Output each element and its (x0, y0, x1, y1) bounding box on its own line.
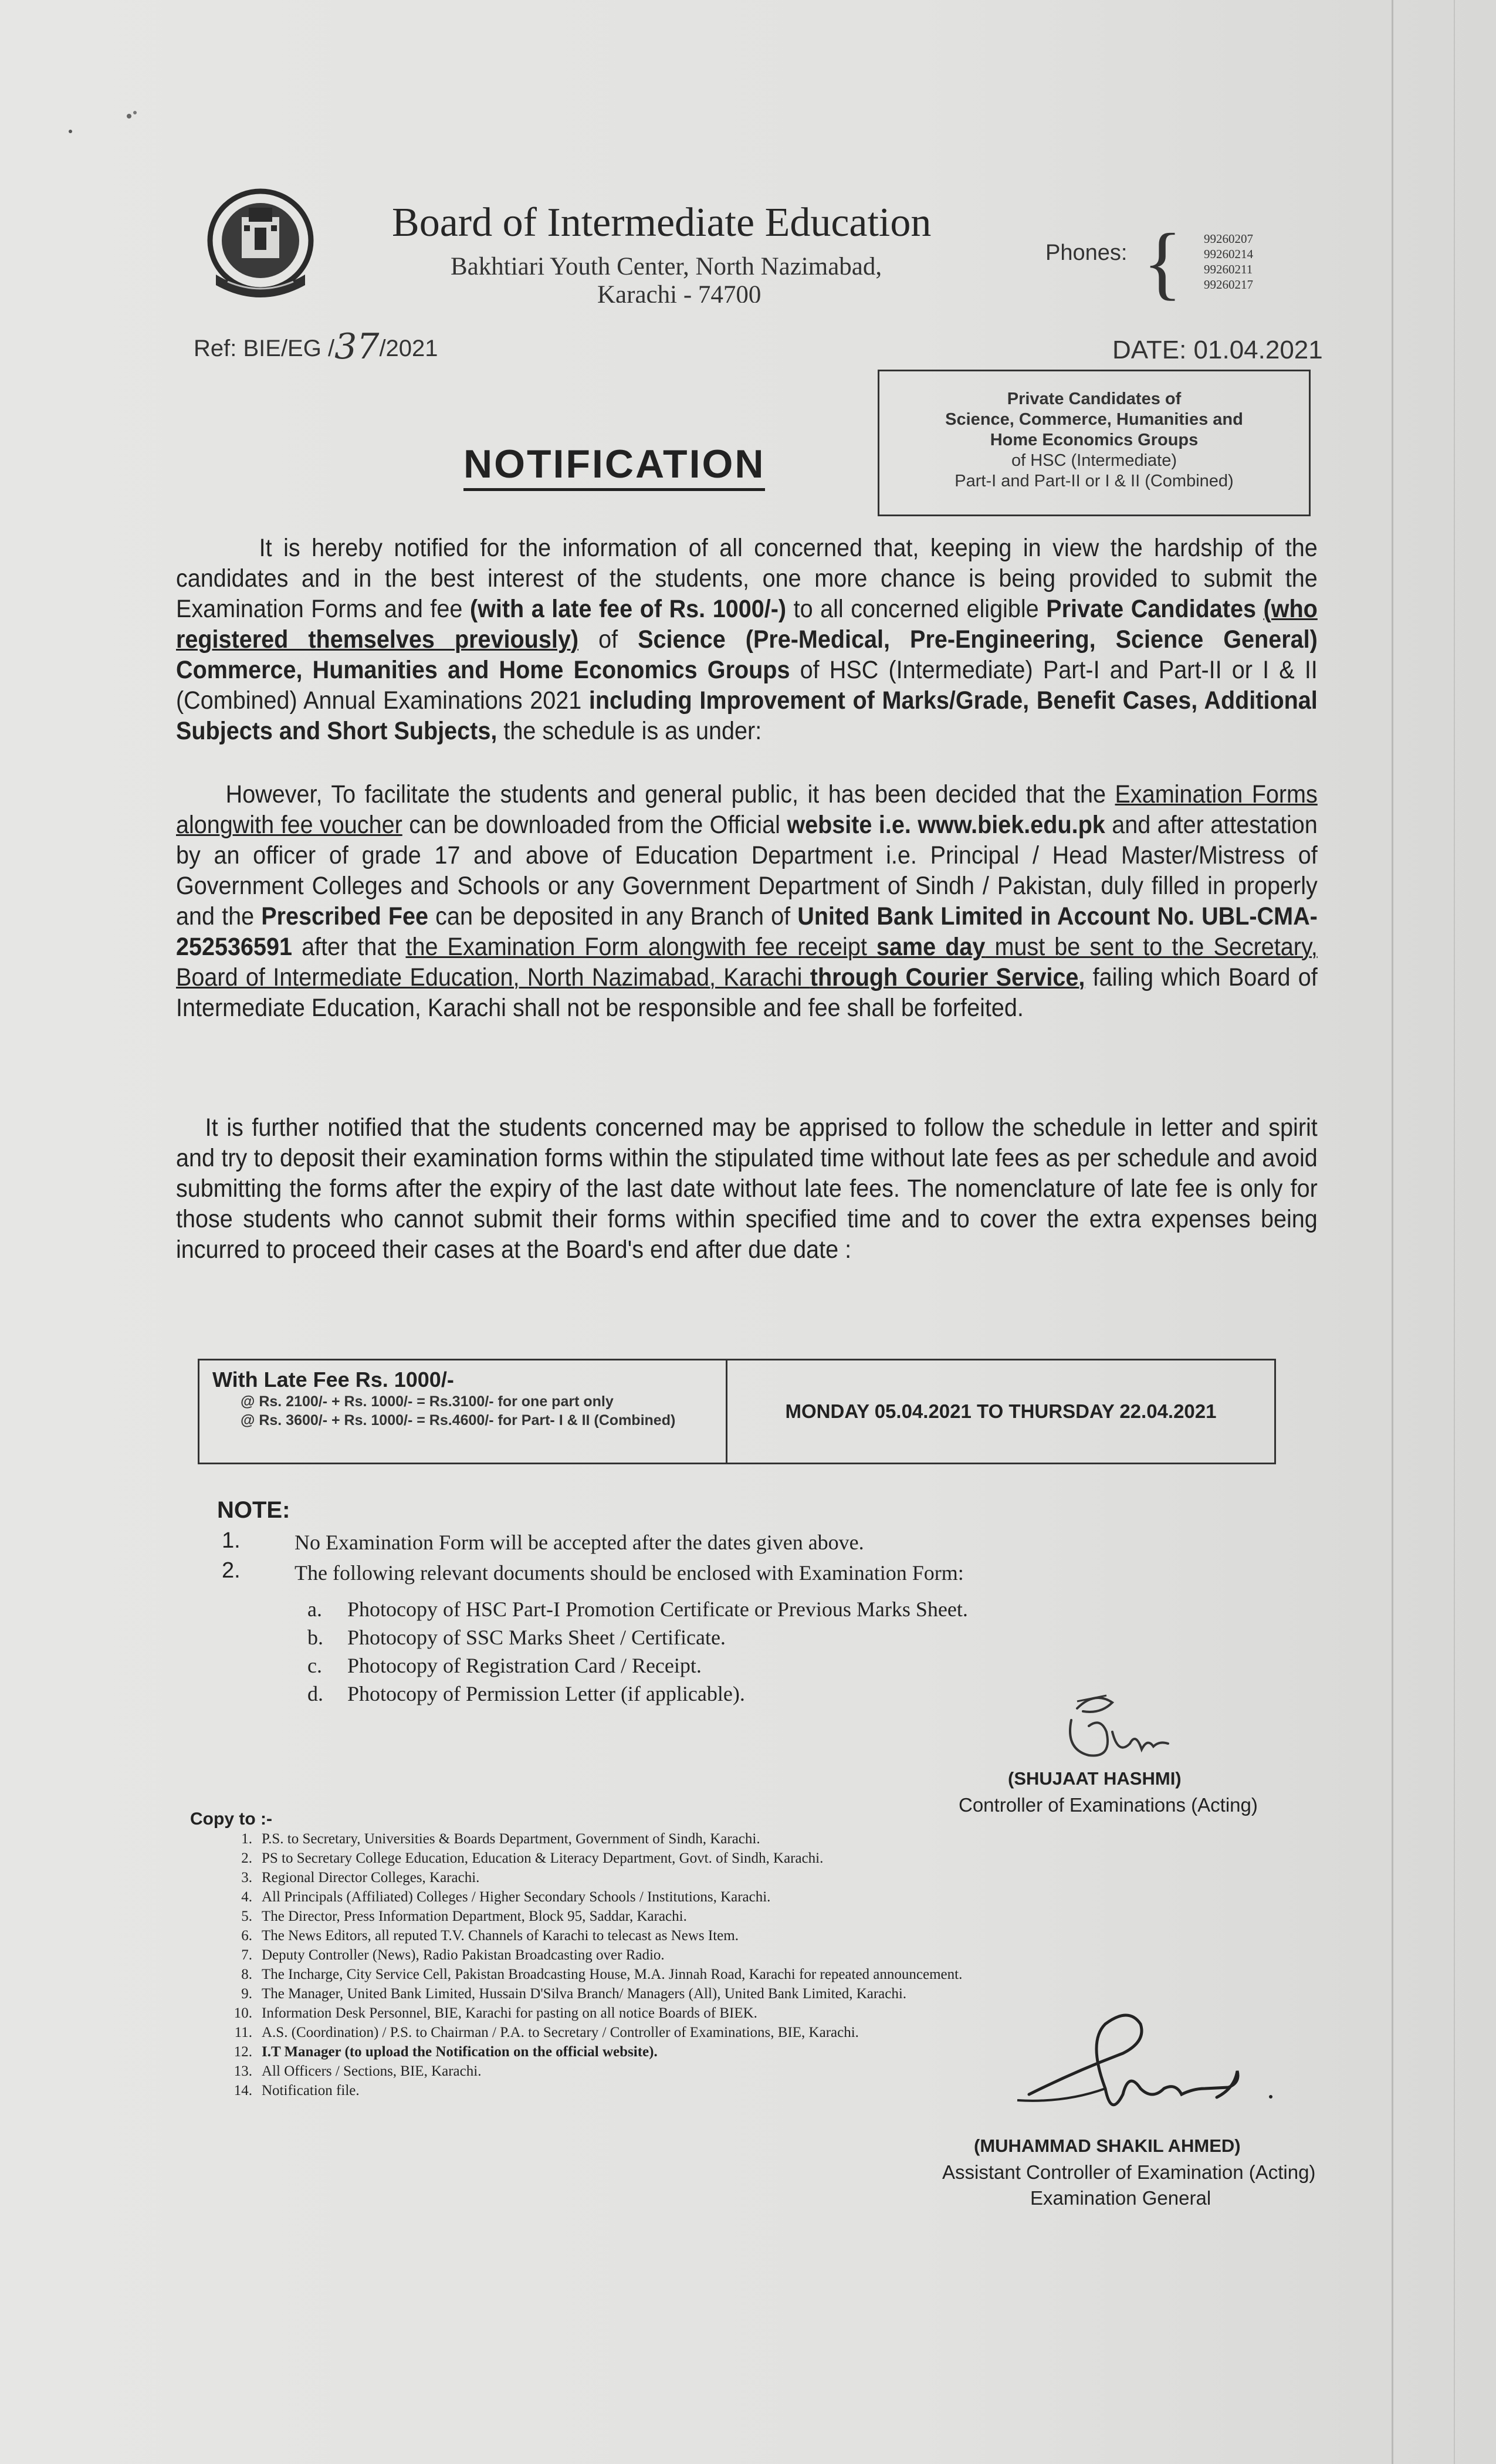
candidate-groups-box (878, 370, 1311, 516)
signatory-1-title: Controller of Examinations (Acting) (959, 1794, 1258, 1816)
scan-edge-line (1392, 0, 1393, 2464)
copy-to-item: 2. PS to Secretary College Education, Education & Literacy Department, Govt. of Sindh, Karachi. (241, 1850, 824, 1866)
note-sub-number: d. (307, 1682, 323, 1705)
board-title: Board of Intermediate Education (392, 200, 932, 245)
note-sub-text: Photocopy of Permission Letter (if applicable). (347, 1682, 745, 1705)
copy-to-heading: Copy to :- (190, 1809, 272, 1829)
copy-to-item: 4. All Principals (Affiliated) Colleges / Higher Secondary Schools / Institutions, Karachi. (241, 1889, 771, 1905)
copy-to-item: 5. The Director, Press Information Department, Block 95, Saddar, Karachi. (241, 1908, 687, 1924)
signatory-2-name: (MUHAMMAD SHAKIL AHMED) (974, 2135, 1241, 2156)
ref-prefix: Ref: BIE/EG / (194, 336, 335, 361)
phone-number: 99260207 (1204, 232, 1253, 246)
note-text: The following relevant documents should be enclosed with Examination Form: (295, 1561, 964, 1585)
notification-date: DATE: 01.04.2021 (1112, 336, 1323, 364)
note-sub-text: Photocopy of Registration Card / Receipt. (347, 1654, 702, 1677)
phone-number: 99260214 (1204, 247, 1253, 261)
board-address-line1: Bakhtiari Youth Center, North Nazimabad, (451, 253, 882, 280)
note-heading: NOTE: (217, 1497, 290, 1523)
note-text: No Examination Form will be accepted after the dates given above. (295, 1531, 864, 1554)
copy-to-item: 3. Regional Director Colleges, Karachi. (241, 1870, 480, 1886)
signatory-2-title: Assistant Controller of Examination (Acting) (942, 2161, 1316, 2183)
groups-line: of HSC (Intermediate) (1011, 451, 1177, 470)
note-number: 2. (222, 1558, 241, 1583)
phones-label: Phones: (1045, 241, 1128, 265)
copy-to-item: 8. The Incharge, City Service Cell, Pakistan Broadcasting House, M.A. Jinnah Road, Karachi for repeated announcement. (241, 1967, 963, 1982)
signature-assistant-controller (1006, 2001, 1281, 2130)
copy-to-list (224, 1829, 962, 2100)
phone-number: 99260217 (1204, 277, 1253, 292)
schedule-fee-heading: With Late Fee Rs. 1000/- (212, 1368, 454, 1392)
note-sub-text: Photocopy of SSC Marks Sheet / Certificate. (347, 1626, 726, 1649)
ref-suffix: /2021 (379, 336, 438, 361)
scan-specks (59, 106, 176, 141)
note-sub-number: b. (307, 1626, 323, 1649)
note-sub-number: c. (307, 1654, 322, 1677)
copy-to-item: 13. All Officers / Sections, BIE, Karachi. (233, 2063, 482, 2079)
schedule-fee-cell (199, 1360, 727, 1463)
reference-number (194, 324, 438, 365)
note-sub-text: Photocopy of HSC Part-I Promotion Certificate or Previous Marks Sheet. (347, 1597, 968, 1621)
scan-edge-line (1454, 0, 1455, 2464)
copy-to-item: 10. Information Desk Personnel, BIE, Karachi for pasting on all notice Boards of BIEK. (233, 2005, 757, 2021)
copy-to-item: 7. Deputy Controller (News), Radio Pakistan Broadcasting over Radio. (241, 1947, 665, 1963)
copy-to-item: 14. Notification file. (233, 2083, 360, 2099)
note-sub-number: a. (307, 1597, 322, 1621)
paragraph-1: It is hereby notified for the information of all concerned that, keeping in view the hardship of the candidates and in the best interest of the students, one more chance is being provided to submit the Examination Forms and fee (with a late fee of Rs. 1000/-) to all concerned eligible Private Candidates (who registered themselves previously) of Science (Pre-Medical, Pre-Engineering, Science General) Commerce, Humanities and Home Economics Groups of HSC (Intermediate) Part-I and Part-II or I & II (Combined) Annual Examinations 2021 including Improvement of Marks/Grade, Benefit Cases, Additional Subjects and Short Subjects, the schedule is as under: (176, 534, 1318, 745)
phones-list (1204, 231, 1253, 292)
ref-handwritten-number: 37 (334, 326, 380, 367)
note-number: 1. (222, 1528, 241, 1553)
groups-line: Science, Commerce, Humanities and (945, 410, 1243, 429)
signatory-1-name: (SHUJAAT HASHMI) (1008, 1768, 1182, 1789)
signatory-2-department: Examination General (1030, 2187, 1211, 2209)
schedule-fee-line: @ Rs. 3600/- + Rs. 1000/- = Rs.4600/- for Part- I & II (Combined) (241, 1412, 676, 1429)
notification-heading: NOTIFICATION (463, 441, 765, 491)
copy-to-item: 6. The News Editors, all reputed T.V. Channels of Karachi to telecast as News Item. (241, 1928, 739, 1944)
copy-to-item: 1. P.S. to Secretary, Universities & Boards Department, Government of Sindh, Karachi. (241, 1831, 760, 1847)
copy-to-item: 11. A.S. (Coordination) / P.S. to Chairman / P.A. to Secretary / Controller of Examinations, BIE, Karachi. (234, 2025, 859, 2040)
groups-line: Home Economics Groups (990, 431, 1199, 449)
phones-brace: { (1143, 217, 1183, 308)
board-crest-logo (204, 187, 317, 303)
phone-number: 99260211 (1204, 262, 1253, 276)
schedule-fee-line: @ Rs. 2100/- + Rs. 1000/- = Rs.3100/- for one part only (241, 1393, 614, 1410)
board-address-line2: Karachi - 74700 (597, 281, 761, 303)
paragraph-2: However, To facilitate the students and general public, it has been decided that the Examination Forms alongwith fee voucher can be downloaded from the Official website i.e. www.biek.edu.pk and after attestation by an officer of grade 17 and above of Education Department i.e. Principal / Head Master/Mistress of Government Colleges and Schools or any Government Department of Sindh / Pakistan, duly filled in properly and the Prescribed Fee can be deposited in any Branch of United Bank Limited in Account No. UBL-CMA-252536591 after that the Examination Form alongwith fee receipt same day must be sent to the Secretary, Board of Intermediate Education, North Nazimabad, Karachi through Courier Service, failing which Board of Intermediate Education, Karachi shall not be responsible and fee shall be forfeited. (176, 780, 1318, 1022)
copy-to-item: 9. The Manager, United Bank Limited, Hussain D'Silva Branch/ Managers (All), United Bank Limited, Karachi. (241, 1986, 907, 2002)
paragraph-3: It is further notified that the students concerned may be apprised to follow the schedule in letter and spirit and try to deposit their examination forms within the stipulated time without late fees as per schedule and avoid submitting the forms after the expiry of the last date without late fees. The nomenclature of late fee is only for those students who cannot submit their forms within specified time and to cover the extra expenses being incurred to proceed their cases at the Board's end after due date : (176, 1113, 1318, 1264)
signature-controller (1042, 1685, 1183, 1773)
groups-line: Private Candidates of (1007, 390, 1182, 408)
schedule-dates-cell: MONDAY 05.04.2021 TO THURSDAY 22.04.2021 (785, 1400, 1217, 1422)
schedule-table (198, 1359, 1276, 1464)
groups-line: Part-I and Part-II or I & II (Combined) (955, 472, 1234, 490)
copy-to-item: 12. I.T Manager (to upload the Notification on the official website). (233, 2044, 658, 2060)
